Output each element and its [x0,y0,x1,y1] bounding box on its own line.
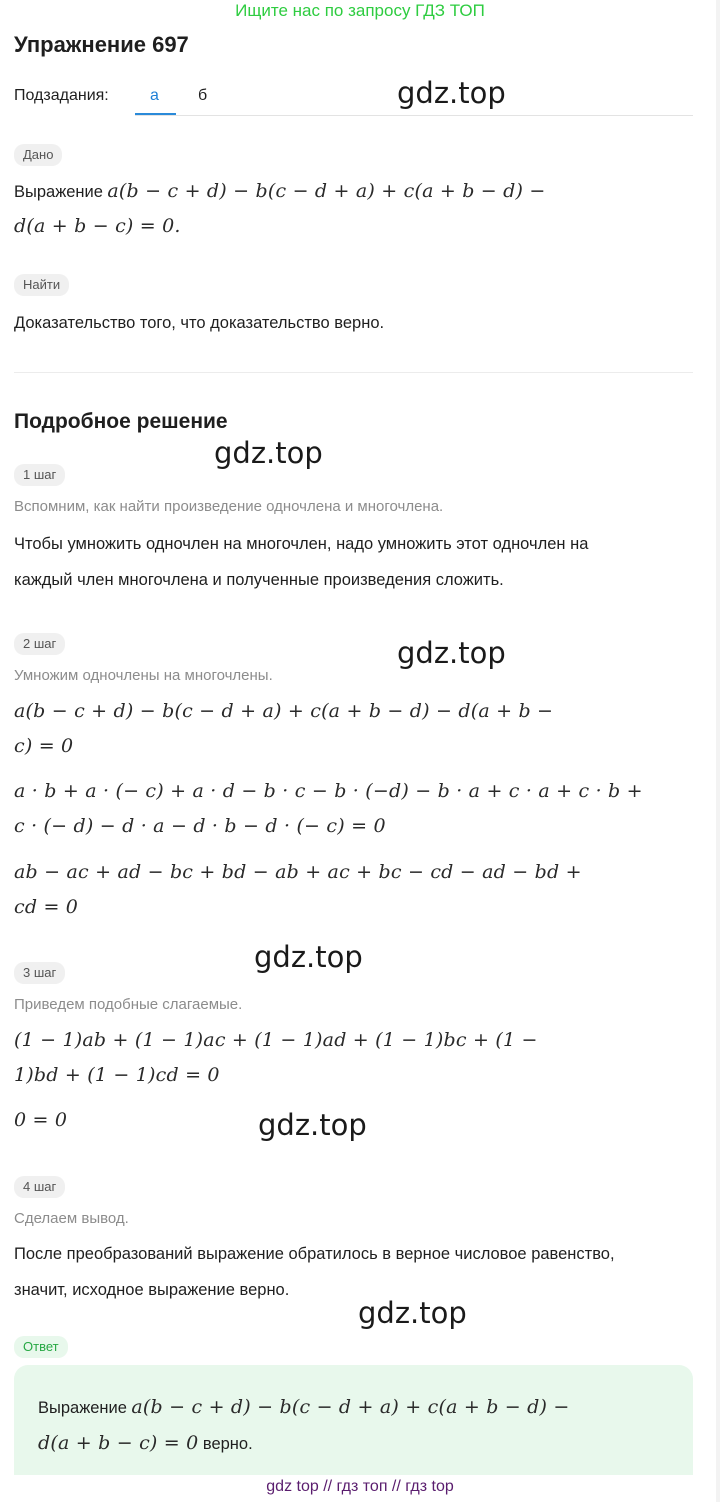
step-2-hint: Умножим одночлены на многочлены. [14,667,273,684]
answer-expr-1: a(b − c + d) − b(c − d + a) + c(a + b − d) − [131,1396,570,1418]
tab-subtask-a[interactable]: а [150,87,159,104]
step-2-math-1a: a(b − c + d) − b(c − d + a) + c(a + b − d) − d(a + b − [14,700,554,722]
answer-chip: Ответ [14,1336,68,1358]
given-chip: Дано [14,144,62,166]
footer-links[interactable]: gdz top // гдз топ // гдз top [266,1478,454,1495]
find-text: Доказательство того, что доказательство верно. [14,314,385,332]
find-chip: Найти [14,274,69,296]
step-4-chip: 4 шаг [14,1176,65,1198]
given-expression-line1 [14,180,546,202]
answer-line2 [38,1432,253,1454]
step-2-math-1b: c) = 0 [14,735,74,757]
step-2-math-2a: a · b + a · (− c) + a · d − b · c − b · (−d) − b · a + c · a + c · b + [14,780,643,802]
section-divider [14,372,693,373]
scrollbar-track[interactable] [716,0,720,1502]
watermark: gdz.top [358,1296,467,1330]
answer-prefix: Выражение [38,1399,127,1417]
tabs-divider [135,115,693,116]
tab-subtask-b[interactable]: б [198,87,208,104]
step-3-chip: 3 шаг [14,962,65,984]
watermark: gdz.top [397,636,506,670]
answer-suffix: верно. [202,1435,253,1453]
answer-line1 [38,1396,570,1418]
answer-expr-2: d(a + b − c) = 0 [38,1432,199,1454]
step-3-hint: Приведем подобные слагаемые. [14,996,243,1013]
step-2-math-3a: ab − ac + ad − bc + bd − ab + ac + bc − cd − ad − bd + [14,861,582,883]
step-1-chip: 1 шаг [14,464,65,486]
step-1-hint: Вспомним, как найти произведение одночлена и многочлена. [14,498,444,515]
given-prefix: Выражение [14,183,103,201]
step-1-line1: Чтобы умножить одночлен на многочлен, надо умножить этот одночлен на [14,535,589,553]
given-expression-line2: d(a + b − c) = 0. [14,215,181,237]
watermark: gdz.top [397,76,506,110]
step-4-line1: После преобразований выражение обратилось в верное числовое равенство, [14,1245,615,1263]
step-4-line2: значит, исходное выражение верно. [14,1281,290,1299]
solution-title: Подробное решение [14,410,228,433]
given-expr-1: a(b − c + d) − b(c − d + a) + c(a + b − d) − [107,180,546,202]
search-banner: Ищите нас по запросу ГДЗ ТОП [235,1,485,20]
step-3-math-2: 0 = 0 [14,1109,68,1131]
watermark: gdz.top [258,1108,367,1142]
step-2-math-2b: c · (− d) − d · a − d · b − d · (− c) = 0 [14,815,386,837]
subtasks-label: Подзадания: [14,87,109,104]
watermark: gdz.top [214,436,323,470]
watermark: gdz.top [254,940,363,974]
answer-box [14,1365,693,1475]
step-3-math-1a: (1 − 1)ab + (1 − 1)ac + (1 − 1)ad + (1 − 1)bc + (1 − [14,1029,538,1051]
step-2-chip: 2 шаг [14,633,65,655]
step-2-math-3b: cd = 0 [14,896,79,918]
step-4-hint: Сделаем вывод. [14,1210,129,1227]
step-1-line2: каждый член многочлена и полученные произведения сложить. [14,571,504,589]
step-3-math-1b: 1)bd + (1 − 1)cd = 0 [14,1064,220,1086]
page-title: Упражнение 697 [14,32,189,57]
